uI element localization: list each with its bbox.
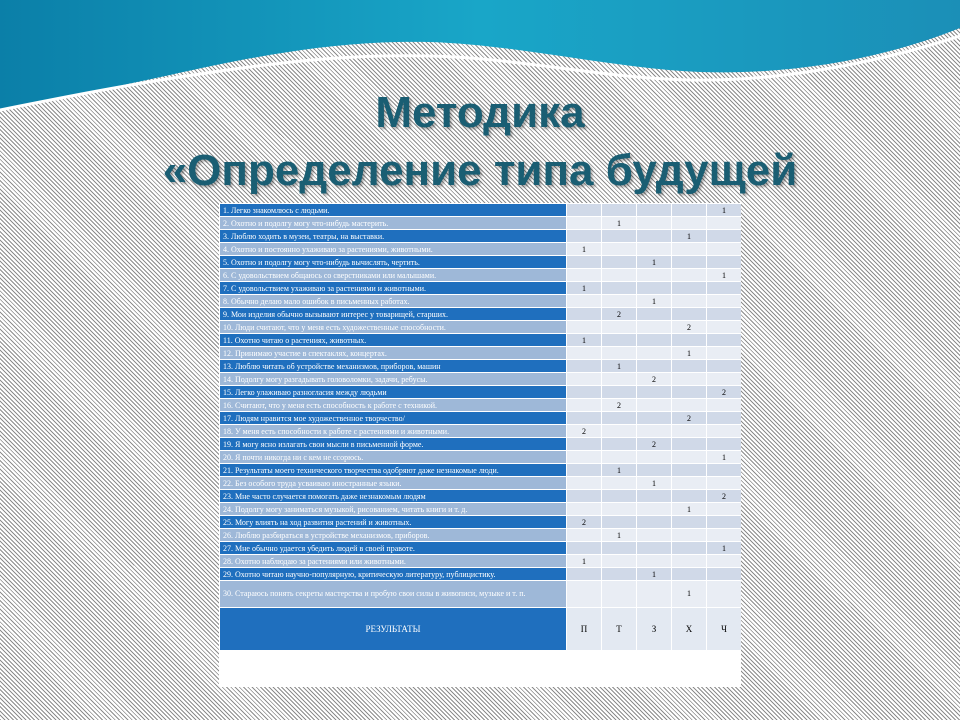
question-cell: 14. Подолгу могу разгадывать головоломки, задачи, ребусы. <box>220 373 567 386</box>
score-cell: 1 <box>707 204 742 217</box>
results-label: РЕЗУЛЬТАТЫ <box>220 608 567 651</box>
score-cell <box>567 217 602 230</box>
score-cell: 2 <box>602 308 637 321</box>
question-cell: 28. Охотно наблюдаю за растениями или животными. <box>220 555 567 568</box>
score-cell <box>637 386 672 399</box>
score-cell <box>672 204 707 217</box>
score-cell <box>707 360 742 373</box>
score-cell <box>567 295 602 308</box>
table-row <box>220 516 742 529</box>
score-cell <box>707 529 742 542</box>
score-cell <box>672 516 707 529</box>
score-cell: 1 <box>637 256 672 269</box>
question-cell: 16. Считают, что у меня есть способность к работе с техникой. <box>220 399 567 412</box>
score-cell <box>602 256 637 269</box>
score-cell <box>567 256 602 269</box>
score-cell <box>637 334 672 347</box>
table-row <box>220 464 742 477</box>
table-row <box>220 490 742 503</box>
score-cell: 2 <box>637 373 672 386</box>
score-cell: 1 <box>637 568 672 581</box>
score-cell <box>637 581 672 608</box>
table-row <box>220 360 742 373</box>
score-cell <box>602 490 637 503</box>
score-cell <box>672 438 707 451</box>
score-cell <box>637 503 672 516</box>
score-cell <box>567 464 602 477</box>
score-cell <box>672 360 707 373</box>
question-cell: 12. Принимаю участие в спектаклях, концертах. <box>220 347 567 360</box>
question-cell: 18. У меня есть способности к работе с растениями и животными. <box>220 425 567 438</box>
table-row <box>220 256 742 269</box>
question-cell: 26. Люблю разбираться в устройстве механизмов, приборов. <box>220 529 567 542</box>
score-cell <box>637 412 672 425</box>
score-cell <box>707 412 742 425</box>
score-cell <box>672 464 707 477</box>
question-cell: 24. Подолгу могу заниматься музыкой, рисованием, читать книги и т. д. <box>220 503 567 516</box>
question-cell: 8. Обычно делаю мало ошибок в письменных работах. <box>220 295 567 308</box>
score-cell: 1 <box>567 555 602 568</box>
score-cell <box>602 334 637 347</box>
score-cell <box>672 568 707 581</box>
score-cell: 2 <box>602 399 637 412</box>
question-cell: 23. Мне часто случается помогать даже незнакомым людям <box>220 490 567 503</box>
score-cell <box>602 412 637 425</box>
score-cell <box>567 490 602 503</box>
score-cell <box>672 529 707 542</box>
score-cell <box>602 555 637 568</box>
questionnaire-table <box>219 203 741 651</box>
table-row <box>220 334 742 347</box>
table-row <box>220 269 742 282</box>
score-cell: 1 <box>602 217 637 230</box>
score-cell <box>707 256 742 269</box>
score-cell <box>707 399 742 412</box>
score-cell <box>567 204 602 217</box>
page-title <box>0 84 960 200</box>
title-line-1: Методика <box>375 88 585 137</box>
score-cell: 1 <box>567 334 602 347</box>
score-cell: 1 <box>637 477 672 490</box>
score-cell <box>672 269 707 282</box>
question-cell: 4. Охотно и постоянно ухаживаю за растениями, животными. <box>220 243 567 256</box>
score-cell <box>602 295 637 308</box>
score-cell <box>567 542 602 555</box>
score-cell <box>707 568 742 581</box>
results-column-letter: Ч <box>707 608 742 651</box>
results-column-letter: П <box>567 608 602 651</box>
table-row <box>220 217 742 230</box>
score-cell <box>672 282 707 295</box>
score-cell <box>637 269 672 282</box>
score-cell <box>637 217 672 230</box>
score-cell: 2 <box>707 386 742 399</box>
score-cell <box>602 243 637 256</box>
score-cell: 1 <box>707 269 742 282</box>
score-cell <box>602 516 637 529</box>
score-cell <box>602 269 637 282</box>
score-cell <box>602 477 637 490</box>
score-cell <box>637 542 672 555</box>
score-cell <box>567 373 602 386</box>
score-cell <box>637 204 672 217</box>
question-cell: 10. Люди считают, что у меня есть художественные способности. <box>220 321 567 334</box>
score-cell <box>637 464 672 477</box>
score-cell <box>602 568 637 581</box>
score-cell: 1 <box>707 542 742 555</box>
score-cell <box>707 503 742 516</box>
score-cell <box>637 347 672 360</box>
table-row <box>220 555 742 568</box>
score-cell <box>707 347 742 360</box>
score-cell: 2 <box>672 321 707 334</box>
score-cell <box>672 399 707 412</box>
score-cell <box>602 373 637 386</box>
score-cell <box>602 347 637 360</box>
table-row <box>220 477 742 490</box>
score-cell: 1 <box>672 581 707 608</box>
score-cell <box>567 451 602 464</box>
score-cell <box>567 568 602 581</box>
score-cell <box>707 438 742 451</box>
results-row <box>220 608 742 651</box>
score-cell <box>567 321 602 334</box>
score-cell <box>672 334 707 347</box>
score-cell <box>602 425 637 438</box>
score-cell: 1 <box>707 451 742 464</box>
score-cell <box>707 464 742 477</box>
score-cell: 1 <box>567 243 602 256</box>
score-cell <box>637 425 672 438</box>
score-cell <box>567 477 602 490</box>
table-row <box>220 295 742 308</box>
score-cell <box>567 386 602 399</box>
question-cell: 20. Я почти никогда ни с кем не ссорюсь. <box>220 451 567 464</box>
table-row <box>220 282 742 295</box>
score-cell <box>602 321 637 334</box>
question-cell: 15. Легко улаживаю разногласия между людьми <box>220 386 567 399</box>
score-cell: 2 <box>707 490 742 503</box>
score-cell <box>637 399 672 412</box>
score-cell <box>707 243 742 256</box>
score-cell <box>672 425 707 438</box>
table-row <box>220 412 742 425</box>
score-cell <box>602 542 637 555</box>
score-cell <box>672 386 707 399</box>
score-cell <box>707 425 742 438</box>
table-row <box>220 204 742 217</box>
table-row <box>220 321 742 334</box>
score-cell <box>567 438 602 451</box>
score-cell <box>602 230 637 243</box>
score-cell <box>672 477 707 490</box>
title-line-2: «Определение типа будущей <box>162 146 798 195</box>
score-cell <box>707 282 742 295</box>
question-cell: 21. Результаты моего технического творчества одобряют даже незнакомые люди. <box>220 464 567 477</box>
score-cell <box>567 399 602 412</box>
score-cell <box>637 230 672 243</box>
score-cell <box>602 438 637 451</box>
question-cell: 19. Я могу ясно излагать свои мысли в письменной форме. <box>220 438 567 451</box>
score-cell <box>602 282 637 295</box>
score-cell <box>637 360 672 373</box>
score-cell: 1 <box>602 464 637 477</box>
question-cell: 13. Люблю читать об устройстве механизмов, приборов, машин <box>220 360 567 373</box>
table-row <box>220 243 742 256</box>
table-row <box>220 230 742 243</box>
score-cell <box>567 347 602 360</box>
question-cell: 9. Мои изделия обычно вызывают интерес у товарищей, старших. <box>220 308 567 321</box>
score-cell <box>637 516 672 529</box>
table-row <box>220 581 742 608</box>
question-cell: 22. Без особого труда усваиваю иностранные языки. <box>220 477 567 490</box>
score-cell <box>707 581 742 608</box>
question-cell: 11. Охотно читаю о растениях, животных. <box>220 334 567 347</box>
table-row <box>220 451 742 464</box>
question-cell: 29. Охотно читаю научно-популярную, критическую литературу, публицистику. <box>220 568 567 581</box>
score-cell: 2 <box>672 412 707 425</box>
score-cell <box>567 269 602 282</box>
score-cell: 1 <box>672 347 707 360</box>
score-cell <box>707 321 742 334</box>
table-row <box>220 438 742 451</box>
score-cell: 1 <box>567 282 602 295</box>
score-cell <box>707 477 742 490</box>
score-cell <box>707 217 742 230</box>
question-cell: 5. Охотно и подолгу могу что-нибудь вычислять, чертить. <box>220 256 567 269</box>
question-cell: 25. Могу влиять на ход развития растений и животных. <box>220 516 567 529</box>
score-cell <box>707 308 742 321</box>
score-cell: 1 <box>672 503 707 516</box>
results-column-letter: Т <box>602 608 637 651</box>
question-cell: 17. Людям нравится мое художественное творчество/ <box>220 412 567 425</box>
score-cell <box>567 360 602 373</box>
score-cell <box>707 373 742 386</box>
score-cell <box>672 542 707 555</box>
score-cell <box>672 308 707 321</box>
score-cell <box>602 503 637 516</box>
score-cell <box>672 490 707 503</box>
score-cell <box>567 503 602 516</box>
score-cell: 1 <box>637 295 672 308</box>
score-cell <box>602 581 637 608</box>
table-row <box>220 568 742 581</box>
table-row <box>220 542 742 555</box>
table-row <box>220 399 742 412</box>
question-cell: 3. Люблю ходить в музеи, театры, на выставки. <box>220 230 567 243</box>
score-cell <box>672 555 707 568</box>
table-row <box>220 503 742 516</box>
score-cell: 2 <box>567 516 602 529</box>
score-cell <box>637 555 672 568</box>
score-cell <box>602 386 637 399</box>
question-cell: 27. Мне обычно удается убедить людей в своей правоте. <box>220 542 567 555</box>
score-cell: 2 <box>637 438 672 451</box>
results-column-letter: З <box>637 608 672 651</box>
score-cell: 2 <box>567 425 602 438</box>
results-column-letter: Х <box>672 608 707 651</box>
score-cell <box>637 451 672 464</box>
question-cell: 30. Стараюсь понять секреты мастерства и пробую свои силы в живописи, музыке и т. п. <box>220 581 567 608</box>
table-row <box>220 347 742 360</box>
table-row <box>220 373 742 386</box>
score-cell <box>567 230 602 243</box>
score-cell <box>567 412 602 425</box>
score-cell <box>707 555 742 568</box>
score-cell: 1 <box>602 529 637 542</box>
score-cell <box>707 295 742 308</box>
score-cell <box>672 217 707 230</box>
score-cell <box>602 204 637 217</box>
score-cell <box>637 321 672 334</box>
score-cell: 1 <box>672 230 707 243</box>
score-cell <box>637 529 672 542</box>
score-cell: 1 <box>602 360 637 373</box>
score-cell <box>672 373 707 386</box>
score-cell <box>637 490 672 503</box>
question-cell: 6. С удовольствием общаюсь со сверстниками или малышами. <box>220 269 567 282</box>
table-row <box>220 529 742 542</box>
question-cell: 7. С удовольствием ухаживаю за растениями и животными. <box>220 282 567 295</box>
table-row <box>220 386 742 399</box>
questionnaire-table-container <box>219 203 741 687</box>
score-cell <box>672 243 707 256</box>
score-cell <box>637 243 672 256</box>
question-cell: 2. Охотно и подолгу могу что-нибудь мастерить. <box>220 217 567 230</box>
score-cell <box>707 230 742 243</box>
score-cell <box>672 256 707 269</box>
table-row <box>220 308 742 321</box>
score-cell <box>637 308 672 321</box>
score-cell <box>672 295 707 308</box>
score-cell <box>672 451 707 464</box>
score-cell <box>567 529 602 542</box>
score-cell <box>567 308 602 321</box>
score-cell <box>637 282 672 295</box>
score-cell <box>707 334 742 347</box>
question-cell: 1. Легко знакомлюсь с людьми. <box>220 204 567 217</box>
table-row <box>220 425 742 438</box>
score-cell <box>602 451 637 464</box>
score-cell <box>707 516 742 529</box>
score-cell <box>567 581 602 608</box>
